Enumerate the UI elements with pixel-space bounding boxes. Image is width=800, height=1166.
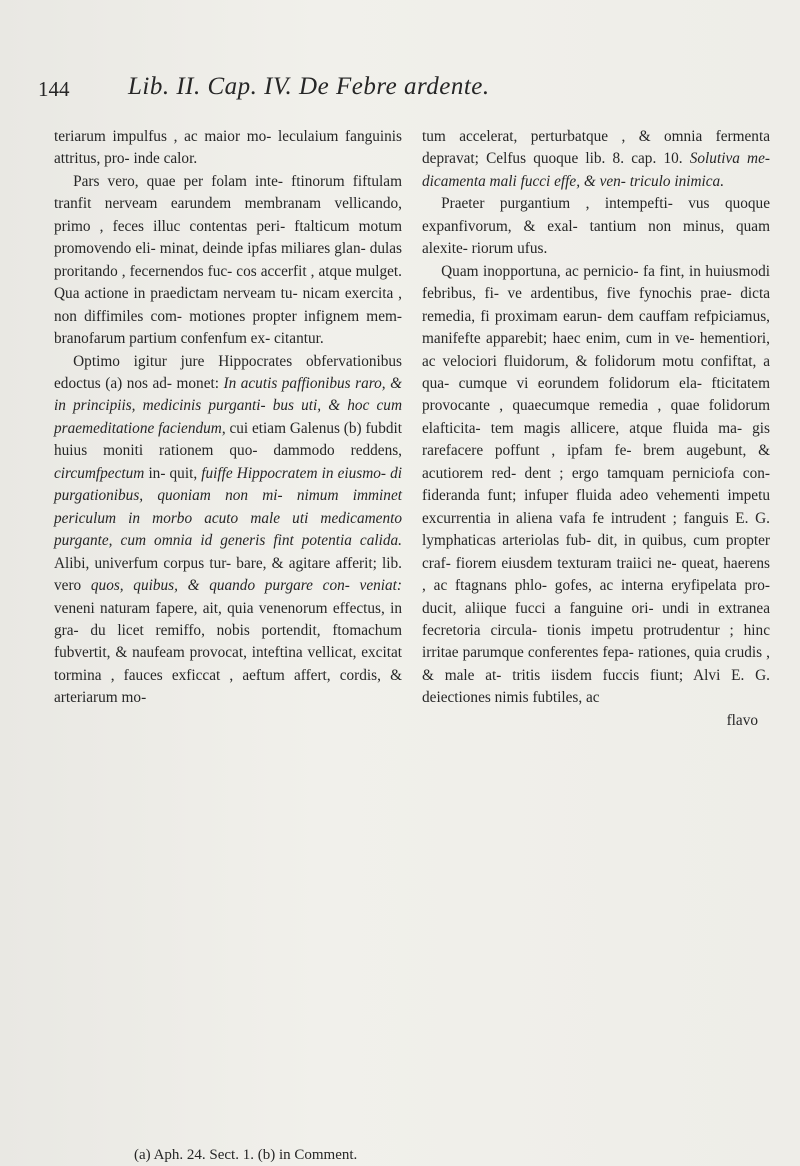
paragraph [422,126,770,193]
paragraph: teriarum impulfus , ac maior mo- leculaium fanguinis attritus, pro- inde calor. [54,128,402,168]
page-number: 144 [38,77,70,101]
body-text: Alibi, univerfum corpus tur- bare, & agitare afferit; lib. vero [54,554,402,595]
paragraph: Pars vero, quae per folam inte- ftinorum fiftulam tranfit nerveam earundem membranam vellicando, primo , feces illuc contentas peri- ftalticum motum promovendo eli- minat, deinde ipfas miliares glan- dulas proritando , fecernendos fuc- cos accerfit , atque mulget. Qua actione in praedictam nerveam tu- nicam exercita , non diffimiles com- motiones propter infignem mem- branofarum partium confenfum ex- citantur. [54,172,402,348]
italic-quote: quos, quibus, & quando purgare con- veniat: [90,577,402,595]
body-text: veneni naturam fapere, ait, quia venenorum effectus, in gra- du licet remiffo, nobis portendit, ftomachum fubvertit, & naufeam provocat, inteftina vellicat, excitat tormina , fauces exficcat , aeftum affert, cordis, & arteriarum mo- [54,599,402,707]
paragraph: Quam inopportuna, ac pernicio- fa fint, in huiusmodi febribus, fi- ve ardentibus, five fynochis prae- dicta remedia, fi proximam earun- dem cauffam refpiciamus, manifefte apparebit; haec enim, cum in ve- hementiori, ac velociori fluidorum, & folidorum motu confiftat, a qua- cumque vi eorundem folidorum ela- fticitatem provocante , quaecumque remedia , quae folidorum elafticita- tem magis allicere, atque fluida ma- gis rarefacere poffunt , ipfam fe- brem augebunt, & acutiorem red- dent ; ergo tamquam perniciofa con- fideranda funt; infuper fluida adeo vehementi impetu excurrentia in aliena vafa fe intrudent ; fanguis E. G. lymphaticas arteriolas fub- dit, in quibus, cum propter craf- fiorem eiusdem texturam traiici ne- queat, haerens , ac ftagnans phlo- gofes, ac interna eryfipelata pro- ducit, aliique fucci a fanguine ori- undi in extranea fecretoria circula- tionis impetu protrudentur ; hinc irritae parumque conferentes fepa- rationes, quia crudis , & male at- tritis iisdem fuccis fiunt; Alvi E. G. deiectiones nimis fubtiles, ac [422,262,770,707]
catchword: flavo [726,711,758,729]
italic-quote: fuiffe Hippocratem in eiusmo- di purgationibus, quoniam non mi- nimum imminet periculum in morbo acuto male uti medicamento purgante, cum omnia id generis fint potentia calida. [54,464,402,550]
paragraph: Praeter purgantium , intempefti- vus quoque expanfivorum, & exal- tantium non minus, quam alexite- riorum ufus. [422,195,770,258]
italic-quote: Solutiva me- dicamenta mali fucci effe, & ven- triculo inimica. [422,150,770,190]
left-column [54,126,402,710]
body-text: , cui etiam Galenus (b) fubdit huius moniti rationem quo- dammodo reddens, [54,419,402,460]
italic-word: circumfpectum [54,464,145,482]
footnote: (a) Aph. 24. Sect. 1. (b) in Comment. [134,1147,358,1163]
body-text: Optimo igitur jure Hippocrates obfervationibus edoctus (a) nos ad- monet: [54,352,402,392]
paragraph [54,351,402,710]
italic-quote: In acutis paffionibus raro, & in principiis, medicinis purganti- bus uti, & hoc cum praemeditatione faciendum [54,374,402,437]
body-text: tum accelerat, perturbatque , & omnia fermenta depravat; Celfus quoque lib. 8. cap. 10. [422,128,770,168]
page-header [38,72,758,102]
running-title: Lib. II. Cap. IV. De Febre ardente. [128,73,490,100]
body-text: in- quit, [148,464,198,482]
right-column [422,126,770,732]
